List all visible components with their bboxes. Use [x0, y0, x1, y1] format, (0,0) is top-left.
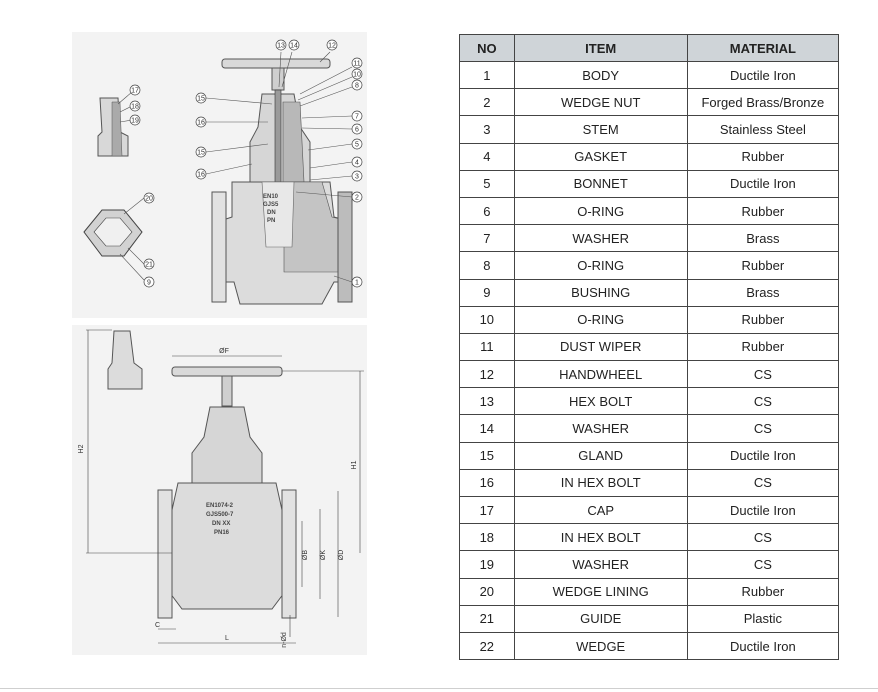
- callout-12: 12: [328, 42, 336, 50]
- callout-14: 14: [290, 42, 298, 50]
- body-marking-line-2: GJS5: [263, 202, 279, 208]
- dim-bolt-holes: n-Ød: [281, 632, 288, 648]
- table-row: [460, 143, 839, 170]
- cell-material: Plastic: [687, 605, 838, 632]
- header-no: NO: [460, 35, 515, 62]
- dim-flange-thickness: C: [155, 622, 161, 629]
- table-row: [460, 469, 839, 496]
- cell-item: CAP: [514, 497, 687, 524]
- callout-20: 20: [145, 195, 153, 203]
- cell-item: WASHER: [514, 551, 687, 578]
- callout-9: 9: [147, 279, 151, 287]
- cell-item: WEDGE: [514, 632, 687, 659]
- cell-item: DUST WIPER: [514, 333, 687, 360]
- callout-21: 21: [145, 261, 153, 269]
- cell-no: 3: [460, 116, 515, 143]
- cell-item: O-RING: [514, 197, 687, 224]
- dim-bore-diameter: ØB: [302, 549, 309, 561]
- table-row: [460, 306, 839, 333]
- cell-material: Ductile Iron: [687, 170, 838, 197]
- callout-2: 2: [355, 194, 359, 202]
- callout-16a: 16: [197, 119, 205, 127]
- dim-flange-diameter: ØD: [338, 549, 345, 561]
- cell-material: Ductile Iron: [687, 632, 838, 659]
- cell-no: 9: [460, 279, 515, 306]
- cell-material: CS: [687, 388, 838, 415]
- cell-no: 7: [460, 225, 515, 252]
- dim-face-to-face: L: [225, 635, 229, 642]
- cell-no: 4: [460, 143, 515, 170]
- cell-item: O-RING: [514, 252, 687, 279]
- table-row: [460, 170, 839, 197]
- body-marking-pn: PN16: [214, 530, 230, 536]
- cell-item: STEM: [514, 116, 687, 143]
- cell-material: CS: [687, 524, 838, 551]
- cell-item: WASHER: [514, 415, 687, 442]
- cell-no: 22: [460, 632, 515, 659]
- callout-11: 11: [353, 60, 361, 68]
- cell-no: 21: [460, 605, 515, 632]
- cell-material: Rubber: [687, 578, 838, 605]
- table-row: [460, 252, 839, 279]
- table-row: [460, 442, 839, 469]
- callout-13: 13: [277, 42, 285, 50]
- header-material: MATERIAL: [687, 35, 838, 62]
- cell-item: IN HEX BOLT: [514, 524, 687, 551]
- table-row: [460, 225, 839, 252]
- cell-no: 5: [460, 170, 515, 197]
- body-marking-en: EN1074-2: [206, 503, 234, 509]
- header-item: ITEM: [514, 35, 687, 62]
- table-row: [460, 524, 839, 551]
- callout-15b: 15: [197, 149, 205, 157]
- dim-h2: H2: [78, 444, 85, 454]
- callout-3: 3: [355, 173, 359, 181]
- cell-item: BODY: [514, 62, 687, 89]
- cell-no: 14: [460, 415, 515, 442]
- cell-material: Ductile Iron: [687, 442, 838, 469]
- cell-material: CS: [687, 551, 838, 578]
- cell-item: GASKET: [514, 143, 687, 170]
- cell-item: GUIDE: [514, 605, 687, 632]
- cell-no: 15: [460, 442, 515, 469]
- cell-no: 16: [460, 469, 515, 496]
- cell-material: Rubber: [687, 197, 838, 224]
- callout-15a: 15: [197, 95, 205, 103]
- cell-no: 19: [460, 551, 515, 578]
- table-row: [460, 116, 839, 143]
- cell-item: GLAND: [514, 442, 687, 469]
- cell-no: 10: [460, 306, 515, 333]
- callout-5: 5: [355, 141, 359, 149]
- cell-material: Ductile Iron: [687, 62, 838, 89]
- cell-no: 17: [460, 497, 515, 524]
- cell-item: WEDGE LINING: [514, 578, 687, 605]
- page-divider: [0, 688, 878, 689]
- cell-no: 8: [460, 252, 515, 279]
- cell-item: BUSHING: [514, 279, 687, 306]
- table-header-row: [460, 35, 839, 62]
- cell-item: WASHER: [514, 225, 687, 252]
- cell-no: 2: [460, 89, 515, 116]
- table-row: [460, 197, 839, 224]
- body-marking-dn: DN XX: [212, 521, 231, 527]
- callout-1: 1: [355, 279, 359, 287]
- table-row: [460, 415, 839, 442]
- callout-19: 19: [131, 117, 139, 125]
- table-row: [460, 632, 839, 659]
- table-row: [460, 333, 839, 360]
- cell-material: Brass: [687, 279, 838, 306]
- cell-item: HANDWHEEL: [514, 361, 687, 388]
- cell-material: CS: [687, 415, 838, 442]
- cell-item: O-RING: [514, 306, 687, 333]
- table-row: [460, 279, 839, 306]
- cell-no: 11: [460, 333, 515, 360]
- cell-material: Ductile Iron: [687, 497, 838, 524]
- cell-material: Forged Brass/Bronze: [687, 89, 838, 116]
- cell-no: 1: [460, 62, 515, 89]
- sectional-view-svg: [72, 32, 367, 318]
- callout-6: 6: [355, 126, 359, 134]
- cell-item: HEX BOLT: [514, 388, 687, 415]
- cell-item: WEDGE NUT: [514, 89, 687, 116]
- cell-material: Brass: [687, 225, 838, 252]
- cell-material: Rubber: [687, 306, 838, 333]
- callout-10: 10: [353, 71, 361, 79]
- body-marking-line-1: EN10: [263, 194, 279, 200]
- cell-no: 20: [460, 578, 515, 605]
- table-row: [460, 388, 839, 415]
- table-row: [460, 578, 839, 605]
- table-row: [460, 361, 839, 388]
- dim-h1: H1: [351, 460, 358, 470]
- cell-material: CS: [687, 361, 838, 388]
- body-marking-gjs: GJS500-7: [206, 512, 234, 518]
- callout-17: 17: [131, 87, 139, 95]
- cell-no: 18: [460, 524, 515, 551]
- cell-no: 6: [460, 197, 515, 224]
- cell-material: Stainless Steel: [687, 116, 838, 143]
- table-row: [460, 62, 839, 89]
- cell-no: 12: [460, 361, 515, 388]
- table-row: [460, 89, 839, 116]
- dim-bolt-circle: ØK: [320, 549, 327, 561]
- table-row: [460, 605, 839, 632]
- callout-8: 8: [355, 82, 359, 90]
- dimension-drawing: [72, 325, 367, 655]
- cell-item: IN HEX BOLT: [514, 469, 687, 496]
- callout-16b: 16: [197, 171, 205, 179]
- body-marking-line-3: DN: [267, 210, 276, 216]
- cell-material: CS: [687, 469, 838, 496]
- table-body: [460, 62, 839, 660]
- cell-material: Rubber: [687, 252, 838, 279]
- callout-4: 4: [355, 159, 359, 167]
- callout-18: 18: [131, 103, 139, 111]
- table-row: [460, 551, 839, 578]
- callout-7: 7: [355, 113, 359, 121]
- cell-item: BONNET: [514, 170, 687, 197]
- dimension-drawing-svg: [72, 325, 367, 655]
- cell-material: Rubber: [687, 143, 838, 170]
- parts-material-table: [459, 34, 839, 660]
- sectional-view-drawing: [72, 32, 367, 318]
- cell-no: 13: [460, 388, 515, 415]
- dim-handwheel-diameter: ØF: [219, 348, 229, 355]
- table-row: [460, 497, 839, 524]
- cell-material: Rubber: [687, 333, 838, 360]
- body-marking-line-4: PN: [267, 218, 276, 224]
